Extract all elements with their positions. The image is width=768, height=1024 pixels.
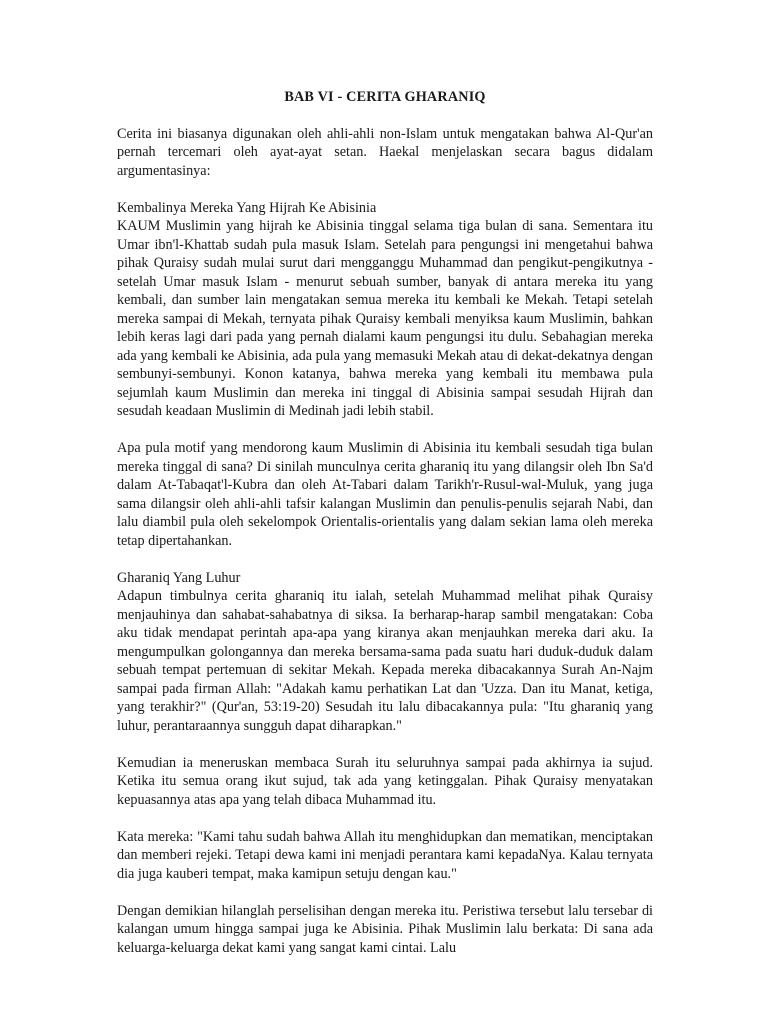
section-heading-gharaniq: Gharaniq Yang Luhur (117, 569, 241, 586)
paragraph-sujud: Kemudian ia meneruskan membaca Surah itu seluruhnya sampai pada akhirnya ia sujud. Ketika itu semua orang ikut sujud, tak ada yang ketinggalan. Pihak Quraisy menyatakan kepuasannya atas apa yang telah dibaca Muhammad itu. (117, 754, 653, 808)
section-body-return: KAUM Muslimin yang hijrah ke Abisinia tinggal selama tiga bulan di sana. Sementara itu Umar ibn'l-Khattab sudah pula masuk Islam. Setelah para pengungsi ini mengetahui bahwa pihak Quraisy sudah mulai surut dari mengganggu Muhammad dan pengikut-pengikutnya - setelah Umar masuk Islam - menurut sebuah sumber, banyak di antara mereka itu yang kembali, dan sumber lain mengatakan semua mereka itu kembali ke Mekah. Tetapi setelah mereka sampai di Mekah, ternyata pihak Quraisy kembali menyiksa kaum Muslimin, bahkan lebih keras lagi dari pada yang pernah dialami kaum pengungsi itu dulu. Sebahagian mereka ada yang kembali ke Abisinia, ada pula yang memasuki Mekah atau di dekat-dekatnya dengan sembunyi-sembunyi. Konon katanya, bahwa mereka yang kembali itu membawa pula sejumlah kaum Muslimin dan mereka ini tinggal di Abisinia sampai sesudah Hijrah dan sesudah keadaan Muslimin di Medinah jadi lebih stabil. (117, 218, 653, 419)
section-heading-return: Kembalinya Mereka Yang Hijrah Ke Abisinia (117, 199, 377, 216)
section-body-gharaniq: Adapun timbulnya cerita gharaniq itu ialah, setelah Muhammad melihat pihak Quraisy menjauhinya dan sahabat-sahabatnya di siksa. Ia berharap-harap sambil mengatakan: Coba aku tidak mendapat perintah apa-apa yang kiranya akan menjauhkan mereka dari aku. Ia mengumpulkan golongannya dan mereka bersama-sama pada suatu hari duduk-duduk dalam sebuah tempat pertemuan di sekitar Mekah. Kepada mereka dibacakannya Surah An-Najm sampai pada firman Allah: "Adakah kamu perhatikan Lat dan 'Uzza. Dan itu Manat, ketiga, yang terakhir?" (Qur'an, 53:19-20) Sesudah itu lalu dibacakannya pula: "Itu gharaniq yang luhur, perantaraannya sungguh dapat diharapkan." (117, 588, 653, 734)
paragraph-spread: Dengan demikian hilanglah perselisihan dengan mereka itu. Peristiwa tersebut lalu tersebar di kalangan umum hingga sampai juga ke Abisinia. Pihak Muslimin lalu berkata: Di sana ada keluarga-keluarga dekat kami yang sangat kami cintai. Lalu (117, 902, 653, 956)
paragraph-motive: Apa pula motif yang mendorong kaum Muslimin di Abisinia itu kembali sesudah tiga bulan mereka tinggal di sana? Di sinilah munculnya cerita gharaniq itu yang dilangsir oleh Ibn Sa'd dalam At-Tabaqat'l-Kubra dan oleh At-Tabari dalam Tarikh'r-Rusul-wal-Muluk, yang juga sama dilangsir oleh ahli-ahli tafsir kalangan Muslimin dan penulis-penulis sejarah Nabi, dan lalu diambil pula oleh sekelompok Orientalis-orientalis yang dalam sekian lama oleh mereka tetap dipertahankan. (117, 440, 653, 549)
paragraph-quote: Kata mereka: "Kami tahu sudah bahwa Allah itu menghidupkan dan mematikan, menciptakan dan memberi rejeki. Tetapi dewa kami ini menjadi perantara kami kepadaNya. Kalau ternyata dia juga kauberi tempat, maka kamipun setuju dengan kau." (117, 828, 653, 882)
document-page (117, 88, 653, 976)
intro-paragraph: Cerita ini biasanya digunakan oleh ahli-ahli non-Islam untuk mengatakan bahwa Al-Qur'an pernah tercemari oleh ayat-ayat setan. Haekal menjelaskan secara bagus didalam argumentasinya: (117, 125, 653, 179)
document-title: BAB VI - CERITA GHARANIQ (284, 89, 486, 105)
